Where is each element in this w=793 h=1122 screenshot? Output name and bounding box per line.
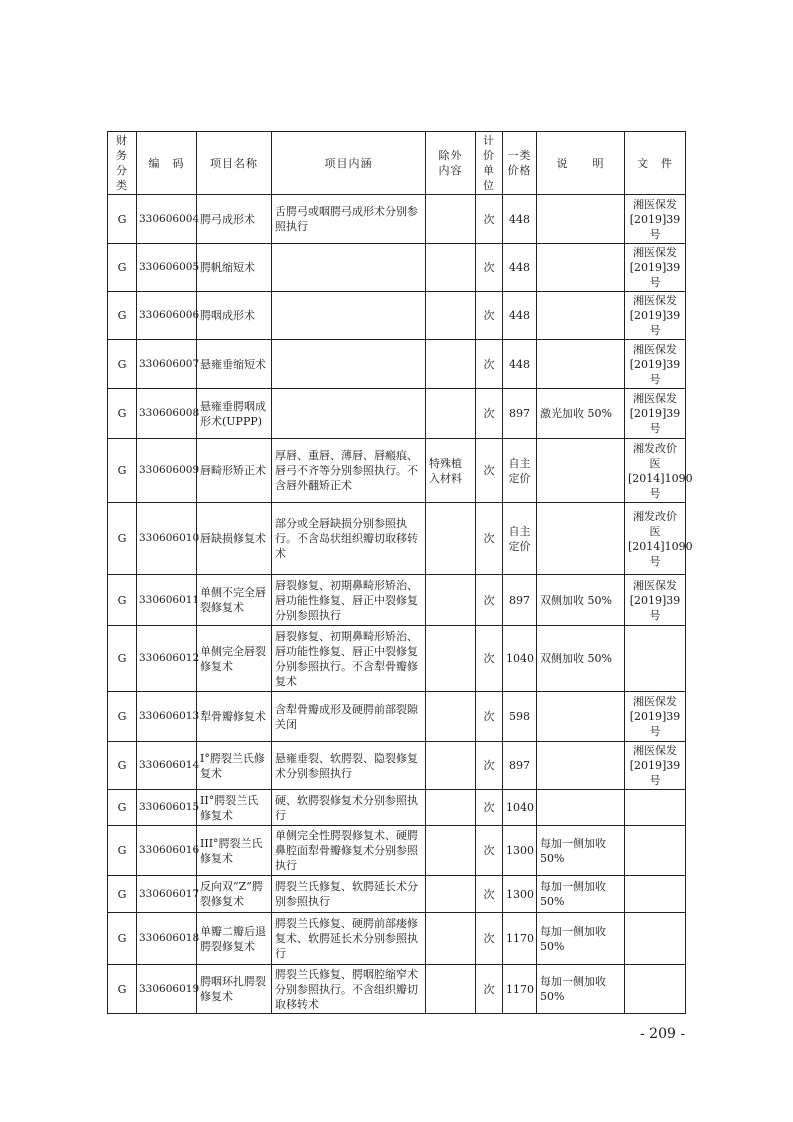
item-content-cell: 硬、软腭裂修复术分别参照执行: [272, 790, 426, 826]
table-row: [108, 340, 686, 389]
item-content-cell: [272, 389, 426, 439]
note-cell: [537, 195, 625, 244]
document-cell: [625, 876, 686, 913]
item-content-cell: 含犁骨瓣成形及硬腭前部裂隙关闭: [272, 692, 426, 742]
category-cell: G: [108, 292, 137, 340]
document-cell: 湘发改价医[2014]1090 号: [625, 503, 686, 575]
item-content-cell: 悬雍垂裂、软腭裂、隐裂修复术分别参照执行: [272, 742, 426, 790]
price-cell: 1170: [503, 965, 537, 1014]
code-cell: 330606008: [137, 389, 197, 439]
category-cell: G: [108, 439, 137, 503]
price-cell: 自主定价: [503, 503, 537, 575]
note-cell: [537, 244, 625, 292]
category-cell: G: [108, 340, 137, 389]
exclusions-cell: [426, 790, 476, 826]
unit-cell: 次: [476, 692, 503, 742]
note-cell: 每加一侧加收50%: [537, 965, 625, 1014]
category-cell: G: [108, 244, 137, 292]
exclusions-cell: [426, 876, 476, 913]
exclusions-cell: [426, 389, 476, 439]
header-note: 说 明: [537, 132, 625, 195]
document-cell: 湘医保发[2019]39号: [625, 195, 686, 244]
item-content-cell: 腭裂兰氏修复、腭咽腔缩窄术分别参照执行。不含组织瓣切取移转术: [272, 965, 426, 1014]
table-row: [108, 503, 686, 575]
table-row: [108, 389, 686, 439]
unit-cell: 次: [476, 292, 503, 340]
header-document: 文 件: [625, 132, 686, 195]
price-cell: 448: [503, 292, 537, 340]
price-cell: 897: [503, 389, 537, 439]
category-cell: G: [108, 389, 137, 439]
table-row: [108, 244, 686, 292]
unit-cell: 次: [476, 195, 503, 244]
unit-cell: 次: [476, 439, 503, 503]
category-cell: G: [108, 876, 137, 913]
code-cell: 330606014: [137, 742, 197, 790]
document-cell: [625, 626, 686, 692]
document-cell: 湘医保发[2019]39号: [625, 575, 686, 626]
exclusions-cell: [426, 195, 476, 244]
item-name-cell: 单侧不完全唇裂修复术: [197, 575, 272, 626]
unit-cell: 次: [476, 742, 503, 790]
category-cell: G: [108, 575, 137, 626]
document-cell: 湘发改价医[2014]1090 号: [625, 439, 686, 503]
unit-cell: 次: [476, 826, 503, 876]
note-cell: [537, 292, 625, 340]
item-name-cell: 悬雍垂腭咽成形术(UPPP): [197, 389, 272, 439]
exclusions-cell: [426, 742, 476, 790]
page-number: - 209 -: [640, 1026, 686, 1042]
item-name-cell: 腭咽成形术: [197, 292, 272, 340]
note-cell: [537, 340, 625, 389]
table-row: [108, 913, 686, 965]
exclusions-cell: [426, 292, 476, 340]
code-cell: 330606015: [137, 790, 197, 826]
header-row: [108, 132, 686, 195]
exclusions-cell: 特殊植入材料: [426, 439, 476, 503]
item-name-cell: II°腭裂兰氏修复术: [197, 790, 272, 826]
item-name-cell: 反向双“Z”腭裂修复术: [197, 876, 272, 913]
unit-cell: 次: [476, 244, 503, 292]
unit-cell: 次: [476, 575, 503, 626]
unit-cell: 次: [476, 503, 503, 575]
table-row: [108, 626, 686, 692]
table-row: [108, 790, 686, 826]
price-cell: 598: [503, 692, 537, 742]
note-cell: 激光加收 50%: [537, 389, 625, 439]
table-row: [108, 575, 686, 626]
item-content-cell: 唇裂修复、初期鼻畸形矫治、唇功能性修复、唇正中裂修复分别参照执行。不含犁骨瓣修复术: [272, 626, 426, 692]
header-exclusions: 除外 内容: [426, 132, 476, 195]
category-cell: G: [108, 195, 137, 244]
code-cell: 330606011: [137, 575, 197, 626]
category-cell: G: [108, 913, 137, 965]
unit-cell: 次: [476, 876, 503, 913]
item-content-cell: 部分或全唇缺损分别参照执行。不含岛状组织瓣切取移转术: [272, 503, 426, 575]
price-cell: 897: [503, 742, 537, 790]
header-item-content: 项目内涵: [272, 132, 426, 195]
code-cell: 330606019: [137, 965, 197, 1014]
code-cell: 330606017: [137, 876, 197, 913]
exclusions-cell: [426, 913, 476, 965]
item-content-cell: 单侧完全性腭裂修复术、硬腭鼻腔面犁骨瓣修复术分别参照执行: [272, 826, 426, 876]
item-content-cell: [272, 292, 426, 340]
exclusions-cell: [426, 626, 476, 692]
unit-cell: 次: [476, 626, 503, 692]
note-cell: 双侧加收 50%: [537, 575, 625, 626]
code-cell: 330606016: [137, 826, 197, 876]
note-cell: 每加一侧加收50%: [537, 876, 625, 913]
table-row: [108, 195, 686, 244]
table-row: [108, 826, 686, 876]
document-cell: 湘医保发[2019]39号: [625, 340, 686, 389]
document-cell: [625, 790, 686, 826]
note-cell: 每加一侧加收50%: [537, 826, 625, 876]
code-cell: 330606009: [137, 439, 197, 503]
note-cell: [537, 790, 625, 826]
document-cell: [625, 913, 686, 965]
item-content-cell: 腭裂兰氏修复、硬腭前部瘘修复术、软腭延长术分别参照执行: [272, 913, 426, 965]
code-cell: 330606005: [137, 244, 197, 292]
item-name-cell: 犁骨瓣修复术: [197, 692, 272, 742]
exclusions-cell: [426, 340, 476, 389]
table-row: [108, 439, 686, 503]
item-name-cell: 悬雍垂缩短术: [197, 340, 272, 389]
document-cell: 湘医保发[2019]39号: [625, 244, 686, 292]
unit-cell: 次: [476, 790, 503, 826]
note-cell: 双侧加收 50%: [537, 626, 625, 692]
price-cell: 448: [503, 244, 537, 292]
code-cell: 330606004: [137, 195, 197, 244]
item-content-cell: [272, 340, 426, 389]
price-cell: 448: [503, 195, 537, 244]
category-cell: G: [108, 965, 137, 1014]
exclusions-cell: [426, 692, 476, 742]
item-name-cell: 唇畸形矫正术: [197, 439, 272, 503]
item-name-cell: 腭咽环扎腭裂修复术: [197, 965, 272, 1014]
note-cell: [537, 439, 625, 503]
unit-cell: 次: [476, 965, 503, 1014]
document-cell: 湘医保发[2019]39号: [625, 692, 686, 742]
category-cell: G: [108, 790, 137, 826]
exclusions-cell: [426, 503, 476, 575]
code-cell: 330606007: [137, 340, 197, 389]
table-row: [108, 742, 686, 790]
category-cell: G: [108, 826, 137, 876]
category-cell: G: [108, 503, 137, 575]
category-cell: G: [108, 742, 137, 790]
item-name-cell: 单瓣二瓣后退腭裂修复术: [197, 913, 272, 965]
document-cell: [625, 965, 686, 1014]
table-row: [108, 876, 686, 913]
table-row: [108, 292, 686, 340]
code-cell: 330606013: [137, 692, 197, 742]
header-category: 财务 分类: [108, 132, 137, 195]
note-cell: 每加一侧加收50%: [537, 913, 625, 965]
item-name-cell: 腭帆缩短术: [197, 244, 272, 292]
header-code: 编 码: [137, 132, 197, 195]
document-cell: 湘医保发[2019]39号: [625, 389, 686, 439]
price-cell: 1040: [503, 626, 537, 692]
exclusions-cell: [426, 575, 476, 626]
code-cell: 330606012: [137, 626, 197, 692]
header-item-name: 项目名称: [197, 132, 272, 195]
price-cell: 1040: [503, 790, 537, 826]
header-unit: 计价 单位: [476, 132, 503, 195]
item-content-cell: 腭裂兰氏修复、软腭延长术分别参照执行: [272, 876, 426, 913]
price-cell: 自主定价: [503, 439, 537, 503]
item-name-cell: 唇缺损修复术: [197, 503, 272, 575]
unit-cell: 次: [476, 913, 503, 965]
note-cell: [537, 742, 625, 790]
exclusions-cell: [426, 965, 476, 1014]
item-name-cell: Ⅰ°腭裂兰氏修复术: [197, 742, 272, 790]
item-name-cell: 腭弓成形术: [197, 195, 272, 244]
item-name-cell: 单侧完全唇裂修复术: [197, 626, 272, 692]
category-cell: G: [108, 692, 137, 742]
price-cell: 897: [503, 575, 537, 626]
exclusions-cell: [426, 244, 476, 292]
price-cell: 1300: [503, 826, 537, 876]
item-content-cell: 厚唇、重唇、薄唇、唇瘢痕、唇弓不齐等分别参照执行。不含唇外翻矫正术: [272, 439, 426, 503]
code-cell: 330606018: [137, 913, 197, 965]
price-cell: 1170: [503, 913, 537, 965]
note-cell: [537, 692, 625, 742]
document-cell: [625, 826, 686, 876]
unit-cell: 次: [476, 389, 503, 439]
document-cell: 湘医保发[2019]39号: [625, 742, 686, 790]
table-row: [108, 692, 686, 742]
item-name-cell: III°腭裂兰氏修复术: [197, 826, 272, 876]
exclusions-cell: [426, 826, 476, 876]
header-price: 一类 价格: [503, 132, 537, 195]
item-content-cell: 舌腭弓或咽腭弓成形术分别参照执行: [272, 195, 426, 244]
document-cell: 湘医保发[2019]39号: [625, 292, 686, 340]
unit-cell: 次: [476, 340, 503, 389]
note-cell: [537, 503, 625, 575]
fee-table: [107, 131, 693, 1014]
category-cell: G: [108, 626, 137, 692]
item-content-cell: [272, 244, 426, 292]
price-cell: 1300: [503, 876, 537, 913]
table-row: [108, 965, 686, 1014]
price-cell: 448: [503, 340, 537, 389]
item-content-cell: 唇裂修复、初期鼻畸形矫治、唇功能性修复、唇正中裂修复分别参照执行: [272, 575, 426, 626]
code-cell: 330606010: [137, 503, 197, 575]
code-cell: 330606006: [137, 292, 197, 340]
